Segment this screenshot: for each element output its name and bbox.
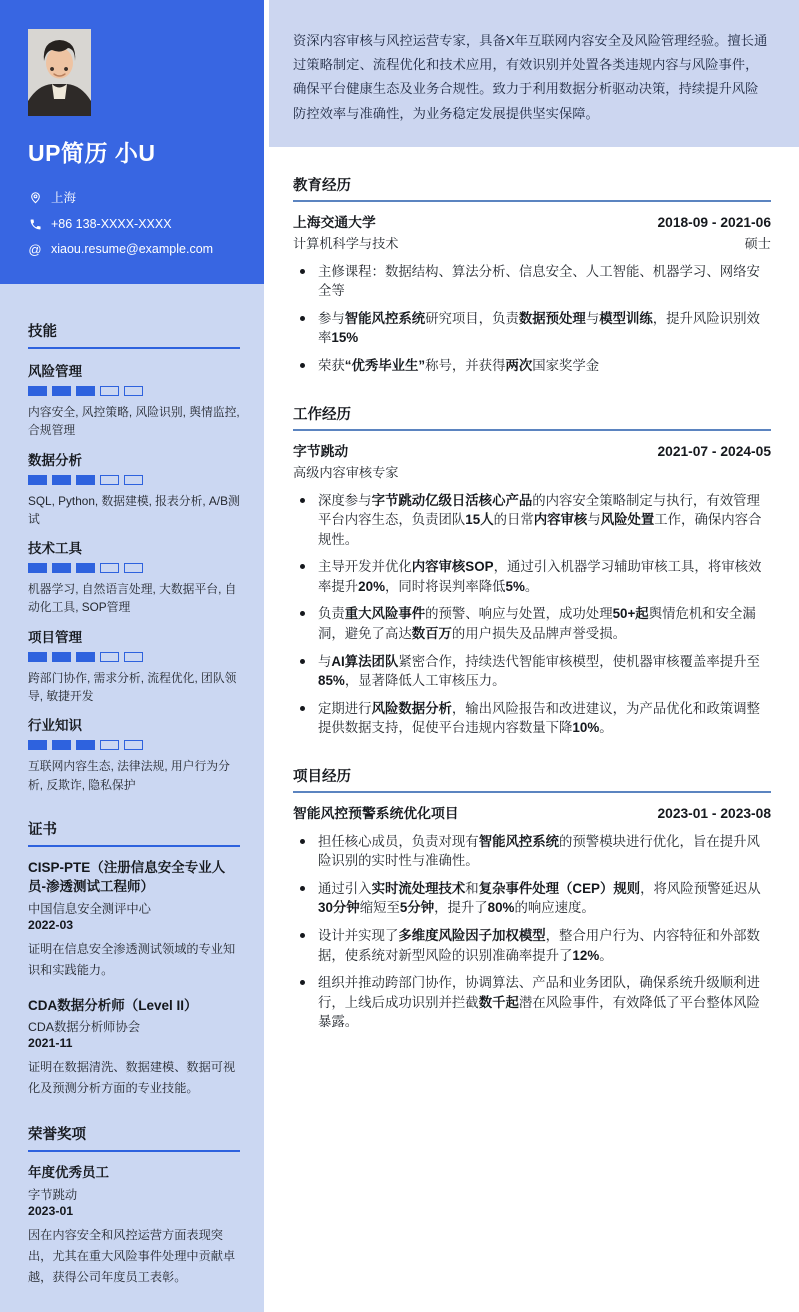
bullet-item <box>293 604 771 643</box>
bullet-item <box>293 973 771 1032</box>
certificate-name: CISP-PTE（注册信息安全专业人员-渗透测试工程师） <box>28 859 226 895</box>
skill-item <box>28 360 240 440</box>
school-name: 上海交通大学 <box>293 214 376 230</box>
bullet-text: 与AI算法团队紧密合作，持续迭代智能审核模型，使机器审核覆盖率提升至85%，显著降低人工审核压力。 <box>318 653 760 689</box>
education-entry-subheader <box>293 233 771 252</box>
education-entry-header <box>293 211 771 231</box>
certificate-date: 2021-11 <box>28 1036 73 1051</box>
bullet-text: 主修课程：数据结构、算法分析、信息安全、人工智能、机器学习、网络安全等 <box>318 263 760 299</box>
section-education <box>293 174 771 376</box>
skill-description: 内容安全, 风控策略, 风险识别, 舆情监控, 合规管理 <box>28 405 240 438</box>
degree: 硕士 <box>744 235 771 251</box>
bullet-item <box>293 699 771 738</box>
education-bullets <box>293 262 771 376</box>
job-title: 高级内容审核专家 <box>293 464 399 480</box>
main-content <box>269 174 799 1032</box>
skill-description: 机器学习, 自然语言处理, 大数据平台, 自动化工具, SOP管理 <box>28 582 237 615</box>
bullet-text: 深度参与字节跳动亿级日活核心产品的内容安全策略制定与执行，有效管理平台内容生态，负责团队15人的日常内容审核与风险处置工作，确保内容合规性。 <box>318 492 762 547</box>
work-bullets <box>293 491 771 738</box>
honor-issuer: 字节跳动 <box>28 1188 78 1202</box>
section-projects <box>293 765 771 1032</box>
level-square-filled <box>28 386 47 396</box>
contact-item <box>28 242 236 256</box>
contact-item <box>28 217 236 231</box>
certificate-issuer: 中国信息安全测评中心 <box>28 901 151 916</box>
phone-icon <box>28 217 42 231</box>
main-column <box>269 0 799 1130</box>
level-square-filled <box>52 563 71 573</box>
level-square-filled <box>76 563 95 573</box>
email-icon: @ <box>28 241 42 257</box>
honor-description: 因在内容安全和风控运营方面表现突出，尤其在重大风险事件处理中贡献卓越，获得公司年度员工表彰。 <box>28 1228 236 1284</box>
avatar <box>28 29 91 116</box>
level-square-filled <box>52 652 71 662</box>
location-icon <box>28 190 42 204</box>
bullet-dot <box>300 886 305 891</box>
sidebar <box>0 0 264 1284</box>
bullet-item <box>293 356 771 376</box>
skill-level-indicator <box>28 386 240 396</box>
bullet-text: 主导开发并优化内容审核SOP，通过引入机器学习辅助审核工具，将审核效率提升20%，同时将误判率降低5%。 <box>318 559 762 594</box>
certificate-description: 证明在数据清洗、数据建模、数据可视化及预测分析方面的专业技能。 <box>28 1060 236 1096</box>
bullet-dot <box>300 933 305 938</box>
contact-text: xiaou.resume@example.com <box>51 242 214 256</box>
bullet-item <box>293 879 771 918</box>
certificate-date: 2022-03 <box>28 917 74 932</box>
level-square-filled <box>76 386 95 396</box>
level-square-empty <box>124 563 143 573</box>
work-entry-header <box>293 440 771 460</box>
project-dates: 2023-01 - 2023-08 <box>657 805 771 821</box>
candidate-name: UP简历 小U <box>28 140 156 166</box>
company-name: 字节跳动 <box>293 443 349 459</box>
honors-title: 荣誉奖项 <box>28 1123 240 1152</box>
bullet-item <box>293 491 771 550</box>
bullet-item <box>293 309 771 348</box>
bullet-item <box>293 557 771 596</box>
level-square-filled <box>52 475 71 485</box>
skill-item <box>28 714 240 794</box>
level-square-filled <box>76 740 95 750</box>
contact-text: +86 138-XXXX-XXXX <box>51 217 172 231</box>
level-square-filled <box>76 475 95 485</box>
level-square-filled <box>52 740 71 750</box>
bullet-dot <box>300 839 305 844</box>
level-square-filled <box>28 475 47 485</box>
level-square-empty <box>100 563 119 573</box>
sidebar-section-certificates <box>28 818 240 1100</box>
profile-photo <box>28 29 91 116</box>
contact-text: 上海 <box>51 191 77 205</box>
bullet-text: 组织并推动跨部门协作，协调算法、产品和业务团队，确保系统升级顺利进行，上线后成功识别并拦截数千起潜在风险事件，有效降低了平台整体风险暴露。 <box>318 975 760 1030</box>
sidebar-section-skills <box>28 320 240 794</box>
profile-summary: 资深内容审核与风控运营专家，具备X年互联网内容安全及风险管理经验。擅长通过策略制定、流程优化和技术应用，有效识别并处置各类违规内容与风险事件，确保平台健康生态及业务合规性。致力于利用数据分析驱动决策，持续提升风险防控效率与准确性，为业务稳定发展提供坚实保障。 <box>269 0 799 147</box>
work-entry-subheader <box>293 462 771 481</box>
level-square-empty <box>124 652 143 662</box>
sidebar-section-honors <box>28 1123 240 1288</box>
certificate-item <box>28 858 240 981</box>
bullet-dot <box>300 659 305 664</box>
project-bullets <box>293 832 771 1032</box>
level-square-empty <box>100 475 119 485</box>
bullet-dot <box>300 498 305 503</box>
bullet-dot <box>300 611 305 616</box>
sidebar-header <box>0 0 264 284</box>
skill-name: 风险管理 <box>28 364 82 379</box>
projects-title: 项目经历 <box>293 765 771 793</box>
bullet-text: 负责重大风险事件的预警、响应与处置，成功处理50+起舆情危机和安全漏洞，避免了高达数百万的用户损失及品牌声誉受损。 <box>318 606 756 641</box>
bullet-item <box>293 262 771 301</box>
project-entry-header <box>293 802 771 822</box>
honor-name: 年度优秀员工 <box>28 1165 109 1181</box>
contact-list <box>28 188 236 256</box>
skill-description: 跨部门协作, 需求分析, 流程优化, 团队领导, 敏捷开发 <box>28 670 237 703</box>
honors-list <box>28 1163 240 1288</box>
skill-name: 项目管理 <box>28 629 82 645</box>
honor-item <box>28 1163 240 1288</box>
bullet-text: 设计并实现了多维度风险因子加权模型，整合用户行为、内容特征和外部数据，使系统对新型风险的识别准确率提升了12%。 <box>318 928 760 963</box>
bullet-text: 定期进行风险数据分析，输出风险报告和改进建议，为产品优化和政策调整提供数据支持，促使平台违规内容数量下降10%。 <box>318 700 760 736</box>
skill-name: 技术工具 <box>28 541 82 557</box>
skill-level-indicator <box>28 740 240 750</box>
bullet-dot <box>300 316 305 321</box>
skill-item <box>28 626 240 706</box>
honor-date: 2023-01 <box>28 1204 74 1218</box>
level-square-empty <box>124 386 143 396</box>
bullet-dot <box>300 706 305 711</box>
level-square-filled <box>28 740 47 750</box>
bullet-item <box>293 926 771 965</box>
bullet-text: 通过引入实时流处理技术和复杂事件处理（CEP）规则，将风险预警延迟从30分钟缩短至5分钟，提升了80%的响应速度。 <box>318 880 761 916</box>
certificate-issuer: CDA数据分析师协会 <box>28 1020 141 1035</box>
skills-list <box>28 360 240 794</box>
level-square-empty <box>100 652 119 662</box>
contact-item <box>28 188 236 206</box>
certificate-description: 证明在信息安全渗透测试领域的专业知识和实践能力。 <box>28 941 236 977</box>
certificate-item <box>28 996 240 1100</box>
level-square-empty <box>100 740 119 750</box>
level-square-filled <box>52 386 71 396</box>
certificate-name: CDA数据分析师（Level II） <box>28 997 198 1013</box>
bullet-dot <box>300 269 305 274</box>
education-title: 教育经历 <box>293 174 771 202</box>
bullet-text: 参与智能风控系统研究项目，负责数据预处理与模型训练，提升风险识别效率15% <box>318 310 760 346</box>
bullet-item <box>293 832 771 871</box>
bullet-dot <box>300 564 305 569</box>
skill-level-indicator <box>28 563 240 573</box>
bullet-dot <box>300 363 305 368</box>
work-dates: 2021-07 - 2024-05 <box>657 443 771 459</box>
skill-name: 数据分析 <box>28 452 82 468</box>
skill-level-indicator <box>28 652 240 662</box>
section-work <box>293 403 771 738</box>
bullet-dot <box>300 980 305 985</box>
skill-item <box>28 449 240 529</box>
bullet-text: 担任核心成员，负责对现有智能风控系统的预警模块进行优化，旨在提升风险识别的实时性与准确性。 <box>318 833 760 869</box>
level-square-empty <box>100 386 119 396</box>
project-name: 智能风控预警系统优化项目 <box>293 805 459 821</box>
level-square-empty <box>124 740 143 750</box>
skill-level-indicator <box>28 475 240 485</box>
level-square-filled <box>28 652 47 662</box>
work-title: 工作经历 <box>293 403 771 431</box>
certificates-title: 证书 <box>28 818 240 847</box>
sidebar-body <box>0 284 264 1312</box>
major: 计算机科学与技术 <box>293 235 399 251</box>
bullet-item <box>293 652 771 691</box>
level-square-empty <box>124 475 143 485</box>
skills-title: 技能 <box>28 320 240 349</box>
skill-item <box>28 537 240 617</box>
skill-description: SQL, Python, 数据建模, 报表分析, A/B测试 <box>28 493 240 526</box>
level-square-filled <box>76 652 95 662</box>
education-dates: 2018-09 - 2021-06 <box>657 214 771 230</box>
certificates-list <box>28 858 240 1100</box>
bullet-text: 荣获“优秀毕业生”称号，并获得两次国家奖学金 <box>318 358 600 373</box>
skill-name: 行业知识 <box>28 718 82 734</box>
skill-description: 互联网内容生态, 法律法规, 用户行为分析, 反欺诈, 隐私保护 <box>28 759 230 792</box>
level-square-filled <box>28 563 47 573</box>
